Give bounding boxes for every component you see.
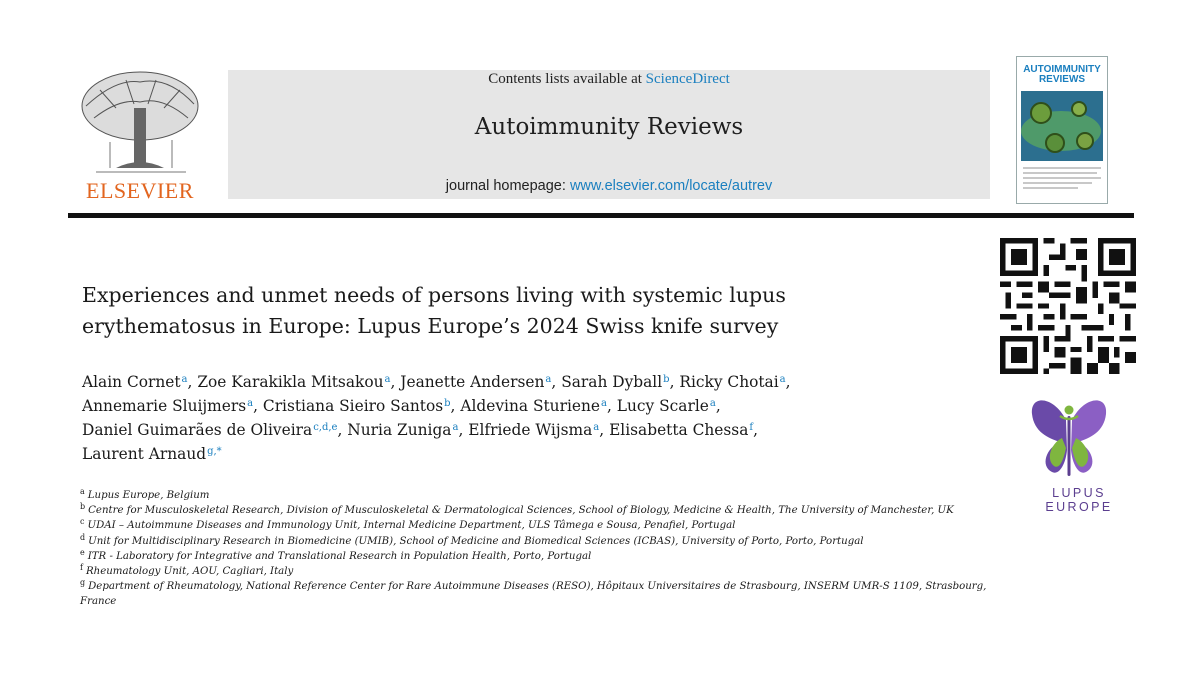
- affiliation-marker[interactable]: a: [601, 398, 607, 409]
- affiliation-marker[interactable]: f: [749, 422, 754, 433]
- author-name[interactable]: Alain Cornet$^a$,: [82, 373, 193, 391]
- affiliation-item: $^b$ Centre for Musculoskeletal Research, Division of Musculoskeletal & Dermatological Sciences, School of Biology, Medicine & Health, The University of Manchester, UK: [80, 502, 954, 517]
- author-name[interactable]: Annemarie Sluijmers$^a$,: [82, 397, 259, 415]
- affiliation-item: $^c$ UDAI – Autoimmune Diseases and Immunology Unit, Internal Medicine Department, ULS Tâmega e Sousa, Penafiel, Portugal: [80, 517, 736, 532]
- cover-title: [1017, 65, 1107, 85]
- author-name[interactable]: Laurent Arnaud$^{g,*}$: [82, 445, 222, 463]
- affiliation-marker[interactable]: a: [452, 422, 459, 433]
- affiliation-item: $^e$ ITR - Laboratory for Integrative and Translational Research in Population Health, Porto, Portugal: [80, 547, 592, 562]
- affiliation-marker[interactable]: b: [663, 374, 670, 385]
- publisher-name: ELSEVIER: [86, 178, 194, 203]
- affiliation-marker[interactable]: a: [384, 374, 391, 385]
- header-rule: [68, 213, 1134, 218]
- cover-text-lines: [1023, 167, 1101, 192]
- affiliation-marker[interactable]: a: [779, 374, 786, 385]
- affiliation-marker[interactable]: g,*: [207, 446, 222, 457]
- homepage-link[interactable]: www.elsevier.com/locate/autrev: [569, 178, 773, 194]
- author-name[interactable]: Zoe Karakikla Mitsakou$^a$,: [197, 373, 396, 391]
- homepage-prefix: journal homepage:: [445, 178, 570, 194]
- journal-cover-image: [1016, 56, 1108, 204]
- affiliation-marker[interactable]: a: [709, 398, 716, 409]
- sciencedirect-link[interactable]: ScienceDirect: [645, 71, 730, 87]
- affiliation-marker[interactable]: a: [593, 422, 600, 433]
- author-name[interactable]: Daniel Guimarães de Oliveira$^{c,d,e}$,: [82, 421, 343, 439]
- author-name[interactable]: Ricky Chotai$^a$,: [679, 373, 791, 391]
- title-line: erythematosus in Europe: Lupus Europe’s 2024 Swiss knife survey: [82, 314, 779, 338]
- article-title: [82, 280, 982, 342]
- affiliation-marker[interactable]: a: [181, 374, 188, 385]
- author-name[interactable]: Lucy Scarle$^a$,: [616, 397, 721, 415]
- journal-banner: [228, 70, 990, 199]
- author-name[interactable]: Elisabetta Chessa$^f$,: [609, 421, 758, 439]
- affiliation-list: [80, 488, 1000, 610]
- cover-illustration: [1021, 91, 1103, 161]
- affiliation-marker[interactable]: c,d,e: [313, 422, 338, 433]
- affiliation-item: $^a$ Lupus Europe, Belgium: [80, 487, 210, 501]
- affiliation-item: $^g$ Department of Rheumatology, National Reference Center for Rare Autoimmune Diseases (RESO), Hôpitaux Universitaires de Strasbourg, INSERM UMR-S 1109, Strasbourg, France: [80, 578, 987, 608]
- journal-title: Autoimmunity Reviews: [474, 114, 744, 140]
- butterfly-icon: [1026, 392, 1112, 484]
- cover-title-line1: AUTOIMMUNITY: [1023, 64, 1101, 75]
- author-name[interactable]: Sarah Dyball$^b$,: [561, 373, 675, 391]
- affiliation-item: $^f$ Rheumatology Unit, AOU, Cagliari, Italy: [80, 563, 294, 578]
- author-list: [82, 370, 992, 466]
- contents-prefix: Contents lists available at: [488, 71, 646, 87]
- author-name[interactable]: Jeanette Andersen$^a$,: [400, 373, 557, 391]
- cover-title-line2: REVIEWS: [1038, 74, 1086, 85]
- affiliation-item: $^d$ Unit for Multidisciplinary Research in Biomedicine (UMIB), School of Medicine and Biomedical Sciences (ICBAS), University of Porto, Porto, Portugal: [80, 532, 864, 547]
- title-line: Experiences and unmet needs of persons living with systemic lupus: [82, 283, 786, 307]
- contents-line: [228, 71, 990, 88]
- org-name: LUPUS EUROPE: [1045, 486, 1113, 514]
- author-name[interactable]: Elfriede Wijsma$^a$,: [468, 421, 605, 439]
- affiliation-marker[interactable]: a: [247, 398, 254, 409]
- affiliation-marker[interactable]: a: [545, 374, 552, 385]
- author-name[interactable]: Nuria Zuniga$^a$,: [347, 421, 464, 439]
- homepage-line: [228, 178, 990, 194]
- author-name[interactable]: Cristiana Sieiro Santos$^b$,: [262, 397, 456, 415]
- author-name[interactable]: Aldevina Sturiene$^a$,: [460, 397, 612, 415]
- affiliation-marker[interactable]: b: [444, 398, 451, 409]
- qr-code-icon[interactable]: [1000, 238, 1136, 374]
